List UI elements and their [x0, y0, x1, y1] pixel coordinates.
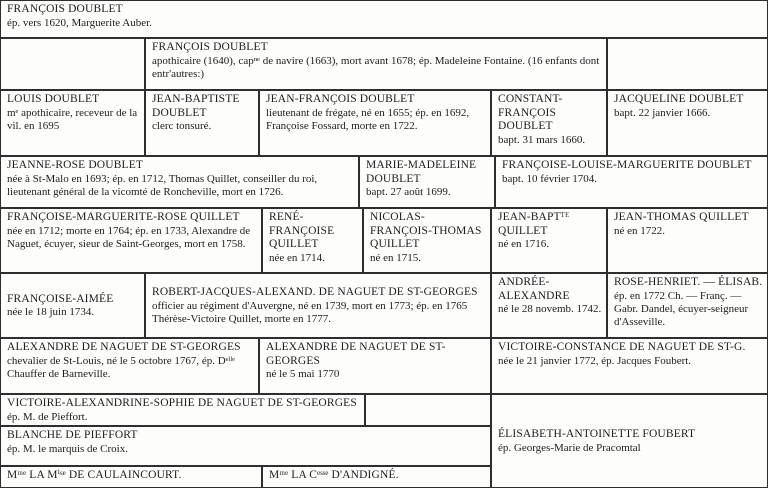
person-detail: ép. M. de Pieffort.	[7, 410, 88, 423]
person-detail: bapt. 10 février 1704.	[502, 172, 597, 185]
person-name: LOUIS DOUBLET	[7, 93, 100, 105]
cell-francoise-aimee	[0, 273, 145, 338]
cell-victoire-constance-naguet	[491, 338, 768, 394]
person-name: JEANNE-ROSE DOUBLET	[7, 159, 144, 171]
cell-empty-right	[607, 38, 768, 90]
person-detail: ép. vers 1620, Marguerite Auber.	[7, 16, 152, 29]
cell-alexandre-naguet-st-georges-1770	[259, 338, 491, 394]
cell-rene-francoise-quillet	[262, 208, 363, 273]
person-name: JEAN-BAPTᵀᴱ QUILLET	[498, 211, 570, 237]
person-detail: officier au régiment d'Auvergne, né en 1739, mort en 1773; ép. en 1765 Thérèse-Victoire Quillet, morte en 1777.	[152, 299, 468, 325]
person-name: ALEXANDRE DE NAGUET DE ST-GEORGES	[266, 341, 446, 367]
person-detail: né en 1715.	[370, 251, 422, 264]
person-name: JEAN-BAPTISTE DOUBLET	[152, 93, 240, 119]
person-name: MARIE-MADELEINE DOUBLET	[366, 159, 477, 185]
cell-robert-jacques-alexand-naguet	[145, 273, 491, 338]
person-name: NICOLAS-FRANÇOIS-THOMAS QUILLET	[370, 211, 482, 251]
person-detail: née le 18 juin 1734.	[7, 306, 95, 319]
cell-marie-madeleine-doublet	[359, 156, 495, 208]
cell-jean-thomas-quillet	[607, 208, 768, 273]
person-name: VICTOIRE-ALEXANDRINE-SOPHIE DE NAGUET DE ST-GEORGES	[7, 397, 357, 409]
person-detail: clerc tonsuré.	[152, 120, 212, 133]
cell-francois-doublet-apothicaire	[145, 38, 607, 90]
cell-rose-henriet-elisab	[607, 273, 768, 338]
person-detail: née le 21 janvier 1772, ép. Jacques Foubert.	[498, 354, 692, 367]
cell-francoise-marguerite-rose-quillet	[0, 208, 262, 273]
person-detail: ép. Georges-Marie de Pracomtal	[498, 441, 641, 454]
person-detail: né le 28 novemb. 1742.	[498, 303, 602, 316]
cell-nicolas-francois-thomas-quillet	[363, 208, 491, 273]
person-detail: apothicaire (1640), capⁿᵉ de navire (1663), mort avant 1678; ép. Madeleine Fontaine. (16 enfants dont entr'autres:)	[152, 54, 600, 80]
person-name: JEAN-FRANÇOIS DOUBLET	[266, 93, 415, 105]
person-name: CONSTANT-FRANÇOIS DOUBLET	[498, 93, 563, 133]
cell-jean-baptte-quillet	[491, 208, 607, 273]
cell-francoise-louise-marguerite-doublet	[495, 156, 768, 208]
person-detail: ép. M. le marquis de Croix.	[7, 442, 128, 455]
person-name: FRANÇOISE-AIMÉE	[7, 292, 114, 305]
cell-constant-francois-doublet	[491, 90, 607, 156]
cell-victoire-alexandrine-sophie-naguet	[0, 394, 365, 426]
person-detail: chevalier de St-Louis, né le 5 octobre 1767, ép. Dᵉˡˡᵉ Chauffer de Barneville.	[7, 354, 236, 380]
person-name: ANDRÉE-ALEXANDRE	[498, 276, 570, 302]
cell-louis-doublet	[0, 90, 145, 156]
cell-francois-doublet-1620	[0, 0, 768, 38]
cell-mme-de-caulaincourt	[0, 466, 262, 488]
person-detail: née en 1712; morte en 1764; ép. en 1733, Alexandre de Naguet, écuyer, sieur de Saint-Georges, mort en 1758.	[7, 224, 251, 250]
person-name: FRANÇOISE-MARGUERITE-ROSE QUILLET	[7, 211, 240, 223]
cell-empty-spacer	[365, 394, 491, 426]
cell-empty-left	[0, 38, 145, 90]
cell-alexandre-naguet-st-georges-1767	[0, 338, 259, 394]
person-name: ROBERT-JACQUES-ALEXAND. DE NAGUET DE ST-GEORGES	[152, 286, 478, 299]
person-name: FRANÇOIS DOUBLET	[152, 41, 268, 53]
person-detail: bapt. 22 janvier 1666.	[614, 106, 711, 119]
person-name: JACQUELINE DOUBLET	[614, 93, 744, 105]
cell-jeanne-rose-doublet	[0, 156, 359, 208]
person-detail: bapt. 31 mars 1660.	[498, 133, 586, 146]
person-name: JEAN-THOMAS QUILLET	[614, 211, 749, 223]
cell-blanche-de-pieffort	[0, 426, 491, 466]
person-detail: bapt. 27 août 1699.	[366, 186, 451, 199]
person-name: ALEXANDRE DE NAGUET DE ST-GEORGES	[7, 341, 241, 353]
person-detail: ép. en 1772 Ch. — Franç. — Gabr. Dandel, écuyer-seigneur d'Asseville.	[614, 289, 749, 328]
person-name: Mᵐᵉ LA Cᵉˢˢᵉ D'ANDIGNÉ.	[269, 469, 399, 481]
person-detail: lieutenant de frégate, né en 1655; ép. en 1692, Françoise Fossard, morte en 1722.	[266, 106, 470, 132]
person-detail: née à St-Malo en 1693; ép. en 1712, Thomas Quillet, conseiller du roi, lieutenant général de la vicomté de Roncheville, mort en 1726.	[7, 172, 318, 198]
person-name: Mᵐᵉ LA Mⁱˢᵉ DE CAULAINCOURT.	[7, 469, 182, 481]
cell-elisabeth-antoinette-foubert	[491, 394, 768, 488]
person-name: ROSE-HENRIET. — ÉLISAB.	[614, 276, 763, 288]
cell-andree-alexandre	[491, 273, 607, 338]
cell-jean-francois-doublet	[259, 90, 491, 156]
cell-jean-baptiste-doublet	[145, 90, 259, 156]
person-name: RENÉ-FRANÇOISE QUILLET	[269, 211, 335, 251]
person-name: VICTOIRE-CONSTANCE DE NAGUET DE ST-G.	[498, 341, 746, 353]
cell-jacqueline-doublet	[607, 90, 768, 156]
person-name: ÉLISABETH-ANTOINETTE FOUBERT	[498, 428, 696, 441]
person-name: FRANÇOISE-LOUISE-MARGUERITE DOUBLET	[502, 159, 752, 171]
person-detail: né en 1722.	[614, 224, 666, 237]
person-name: FRANÇOIS DOUBLET	[7, 3, 123, 15]
cell-mme-d-andigne	[262, 466, 491, 488]
person-detail: né en 1716.	[498, 238, 550, 251]
person-detail: née en 1714.	[269, 251, 325, 264]
person-detail: mᵉ apothicaire, receveur de la vil. en 1695	[7, 106, 138, 132]
person-detail: né le 5 mai 1770	[266, 368, 340, 381]
person-name: BLANCHE DE PIEFFORT	[7, 429, 138, 441]
